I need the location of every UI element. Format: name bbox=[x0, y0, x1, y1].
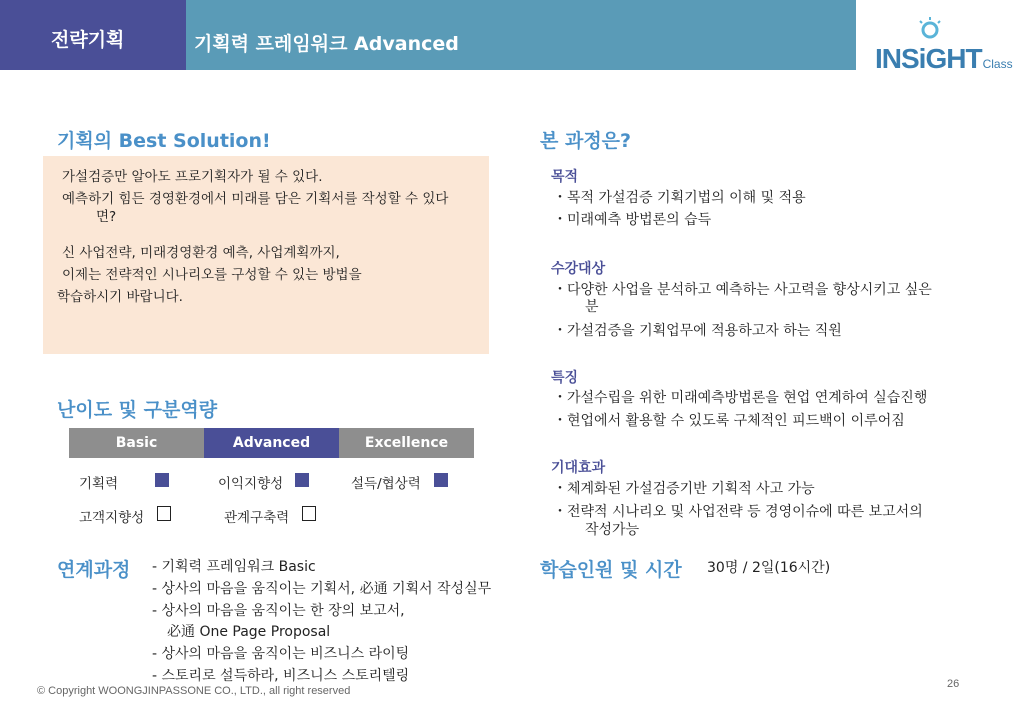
level-advanced: Advanced bbox=[204, 428, 339, 458]
purpose-bullet: ・미래예측 방법론의 습득 bbox=[553, 212, 712, 228]
category-label: 전략기획 bbox=[0, 0, 186, 70]
related-line: - 상사의 마음을 움직이는 한 장의 보고서, bbox=[152, 603, 405, 619]
schedule-heading: 학습인원 및 시간 bbox=[540, 559, 682, 581]
target-bullet: ・가설검증을 기획업무에 적용하고자 하는 직원 bbox=[553, 323, 842, 339]
features-label: 특징 bbox=[551, 370, 579, 386]
related-heading: 연계과정 bbox=[57, 559, 131, 581]
competency-label: 기획력 bbox=[79, 476, 119, 492]
target-label: 수강대상 bbox=[551, 261, 606, 277]
effects-bullet: 작성가능 bbox=[585, 522, 640, 538]
page-title: 기획력 프레임워크 Advanced bbox=[194, 33, 459, 55]
unchecked-box-icon bbox=[302, 506, 316, 521]
competency-label: 관계구축력 bbox=[224, 510, 290, 526]
competency-label: 설득/협상력 bbox=[351, 476, 421, 492]
difficulty-heading: 난이도 및 구분역량 bbox=[57, 399, 218, 421]
purpose-label: 목적 bbox=[551, 169, 579, 185]
related-line: - 상사의 마음을 움직이는 기획서, 必通 기획서 작성실무 bbox=[152, 581, 492, 597]
best-solution-line: 신 사업전략, 미래경영환경 예측, 사업계획까지, bbox=[62, 245, 340, 261]
target-bullet: ・다양한 사업을 분석하고 예측하는 사고력을 향상시키고 싶은 bbox=[553, 282, 932, 298]
features-bullet: ・가설수립을 위한 미래예측방법론을 현업 연계하여 실습진행 bbox=[553, 390, 928, 406]
copyright: © Copyright WOONGJINPASSONE CO., LTD., all right reserved bbox=[37, 685, 351, 697]
related-line: - 스토리로 설득하라, 비즈니스 스토리텔링 bbox=[152, 668, 410, 684]
purpose-bullet: ・목적 가설검증 기획기법의 이해 및 적용 bbox=[553, 190, 806, 206]
lightbulb-icon bbox=[917, 16, 943, 42]
related-line: 必通 One Page Proposal bbox=[167, 624, 331, 640]
best-solution-line: 이제는 전략적인 시나리오를 구성할 수 있는 방법을 bbox=[62, 267, 362, 283]
checked-box-icon bbox=[295, 473, 309, 487]
related-line: - 기획력 프레임워크 Basic bbox=[152, 559, 316, 575]
insight-class-logo bbox=[875, 16, 1015, 76]
schedule-value: 30명 / 2일(16시간) bbox=[707, 560, 831, 576]
competency-label: 고객지향성 bbox=[79, 510, 145, 526]
best-solution-line: 학습하시기 바랍니다. bbox=[57, 289, 183, 305]
page-number: 26 bbox=[947, 678, 960, 690]
unchecked-box-icon bbox=[157, 506, 171, 521]
competency-label: 이익지향성 bbox=[218, 476, 284, 492]
logo-text: INSiGHTClass bbox=[875, 43, 1013, 74]
best-solution-box bbox=[43, 156, 489, 354]
effects-bullet: ・전략적 시나리오 및 사업전략 등 경영이슈에 따른 보고서의 bbox=[553, 504, 923, 520]
best-solution-line: 면? bbox=[96, 209, 117, 225]
level-basic: Basic bbox=[69, 428, 204, 458]
checked-box-icon bbox=[434, 473, 448, 487]
effects-bullet: ・체계화된 가설검증기반 기획적 사고 가능 bbox=[553, 481, 815, 497]
course-heading: 본 과정은? bbox=[540, 130, 632, 152]
checked-box-icon bbox=[155, 473, 169, 487]
level-excellence: Excellence bbox=[339, 428, 474, 458]
best-solution-heading: 기획의 Best Solution! bbox=[57, 130, 271, 152]
features-bullet: ・현업에서 활용할 수 있도록 구체적인 피드백이 이루어짐 bbox=[553, 413, 905, 429]
best-solution-line: 예측하기 힘든 경영환경에서 미래를 담은 기획서를 작성할 수 있다 bbox=[62, 191, 449, 207]
related-line: - 상사의 마음을 움직이는 비즈니스 라이팅 bbox=[152, 646, 410, 662]
best-solution-line: 가설검증만 알아도 프로기획자가 될 수 있다. bbox=[62, 169, 323, 185]
target-bullet: 분 bbox=[585, 299, 599, 315]
effects-label: 기대효과 bbox=[551, 460, 606, 476]
